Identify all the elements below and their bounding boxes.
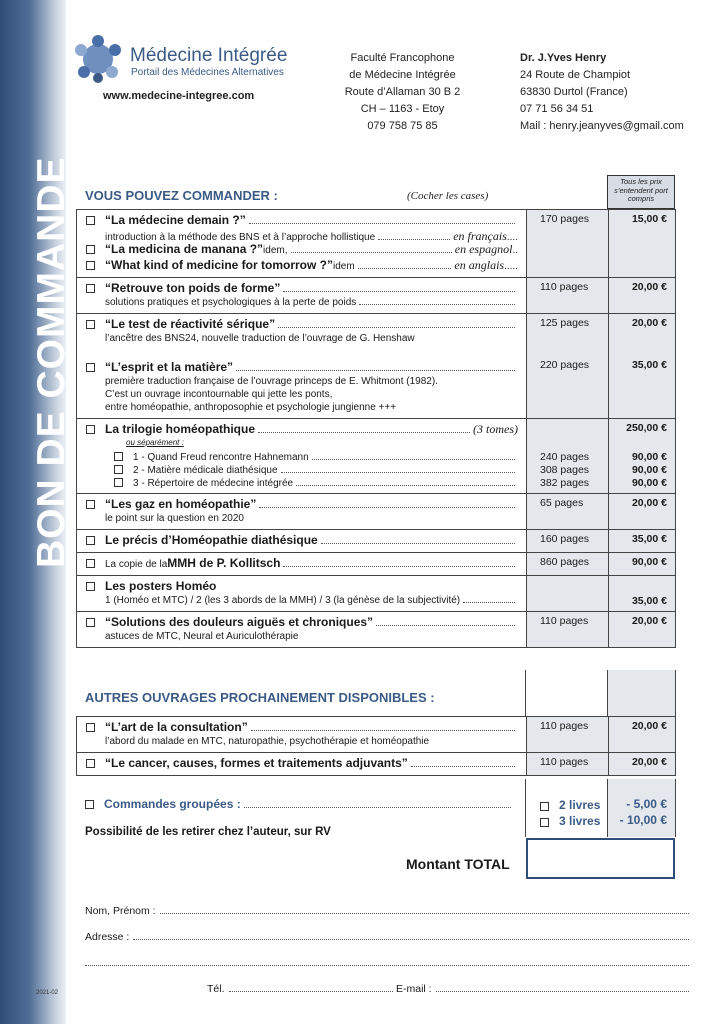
name-line xyxy=(85,905,689,917)
book-pages xyxy=(527,419,609,493)
dot-leader xyxy=(463,595,515,603)
tel-field[interactable] xyxy=(229,983,393,992)
discount-3: - 10,00 € xyxy=(619,813,667,827)
pages-line: 160 pages xyxy=(540,533,590,545)
price-line: 35,00 € xyxy=(631,359,667,371)
group-option-3: 3 livres xyxy=(559,814,601,828)
section-title-upcoming: AUTRES OUVRAGES PROCHAINEMENT DISPONIBLES : xyxy=(85,690,435,705)
book-line xyxy=(86,579,518,595)
upcoming-table xyxy=(76,716,676,776)
pages-line xyxy=(540,736,608,749)
price-line xyxy=(609,401,667,414)
book-row xyxy=(77,717,675,753)
tel-label: Tél. xyxy=(207,983,225,995)
faculty-line: CH – 1163 - Etoy xyxy=(360,103,445,115)
price-line: 90,00 € xyxy=(631,451,667,463)
name-label: Nom, Prénom : xyxy=(85,905,156,917)
price-line xyxy=(609,258,667,274)
email-label: E-mail : xyxy=(396,983,432,995)
checkbox-2-books[interactable] xyxy=(540,802,549,811)
book-line xyxy=(86,533,518,549)
pages-line: 110 pages xyxy=(540,720,589,732)
book-line xyxy=(86,631,518,644)
pages-line xyxy=(540,401,608,414)
price-line: 90,00 € xyxy=(631,556,667,568)
dot-leader xyxy=(359,297,515,305)
book-line xyxy=(86,213,518,229)
book-title: “La médecine demain ?” xyxy=(105,213,246,227)
book-title: “Les gaz en homéopathie” xyxy=(105,497,257,511)
price-line xyxy=(609,242,667,258)
book-title: “Solutions des douleurs aiguës et chroniques” xyxy=(105,615,374,629)
pages-line: 110 pages xyxy=(540,281,589,293)
book-price xyxy=(609,753,675,775)
author-line: 63830 Durtol (France) xyxy=(520,86,628,98)
book-line xyxy=(86,720,518,736)
price-line xyxy=(609,346,667,359)
pages-line xyxy=(540,438,608,451)
book-description xyxy=(77,530,527,552)
checkbox-3-books[interactable] xyxy=(540,818,549,827)
pages-line xyxy=(540,422,608,438)
book-subtitle: solutions pratiques et psychologiques à la perte de poids xyxy=(105,297,357,308)
faculty-line: de Médecine Intégrée xyxy=(349,69,456,81)
book-description xyxy=(77,314,527,418)
book-note: idem, xyxy=(263,245,288,256)
price-line: 250,00 € xyxy=(626,422,667,434)
price-line: 20,00 € xyxy=(631,281,667,293)
dot-leader xyxy=(236,363,515,371)
author-email[interactable]: Mail : henry.jeanyves@gmail.com xyxy=(520,120,684,132)
book-checkbox[interactable] xyxy=(86,759,95,768)
pickup-note: Possibilité de les retirer chez l’auteur, sur RV xyxy=(85,826,331,838)
discount-2: - 5,00 € xyxy=(626,797,667,811)
book-row xyxy=(77,278,675,314)
book-row xyxy=(77,530,675,553)
book-subtitle: le point sur la question en 2020 xyxy=(105,513,244,524)
book-line xyxy=(86,464,518,477)
dot-leader xyxy=(291,245,452,253)
pages-line xyxy=(540,579,608,595)
book-line xyxy=(86,317,518,333)
dot-leader xyxy=(259,500,515,508)
pages-line: 860 pages xyxy=(540,556,590,568)
price-line: 35,00 € xyxy=(631,533,667,545)
dot-leader xyxy=(411,759,515,767)
group-label: Commandes groupées : xyxy=(104,797,241,811)
book-line xyxy=(86,477,518,490)
book-row xyxy=(77,494,675,530)
book-line xyxy=(86,513,518,526)
dot-leader xyxy=(283,559,515,567)
faculty-line: Route d’Allaman 30 B 2 xyxy=(344,86,461,98)
book-checkbox[interactable] xyxy=(86,245,95,254)
book-row xyxy=(77,210,675,278)
pages-line xyxy=(540,297,608,310)
book-title: “L’art de la consultation” xyxy=(105,720,248,734)
tome-checkbox[interactable] xyxy=(114,478,123,487)
dot-leader xyxy=(312,452,515,460)
book-description xyxy=(77,210,527,277)
email-field[interactable] xyxy=(436,983,689,992)
dot-leader xyxy=(258,425,470,433)
address-field-2[interactable] xyxy=(85,957,689,966)
language-note: (3 tomes) xyxy=(473,422,518,436)
dot-leader xyxy=(249,216,515,224)
book-line xyxy=(86,229,518,242)
book-title: “Le test de réactivité sérique” xyxy=(105,317,276,331)
logo-icon xyxy=(72,34,124,84)
pages-line xyxy=(540,595,608,608)
book-row xyxy=(77,553,675,576)
dot-leader xyxy=(278,320,515,328)
book-price xyxy=(609,419,675,493)
price-line: 90,00 € xyxy=(631,464,667,476)
group-cells xyxy=(525,779,676,837)
price-line xyxy=(609,513,667,526)
dot-leader xyxy=(378,232,450,240)
book-description xyxy=(77,278,527,313)
brand-url[interactable]: www.medecine-integree.com xyxy=(103,90,255,102)
book-title: “What kind of medicine for tomorrow ?” xyxy=(105,258,333,272)
book-line xyxy=(86,497,518,513)
price-line: 20,00 € xyxy=(631,317,667,329)
separately-note: ou séparément : xyxy=(126,438,184,447)
book-line xyxy=(86,756,518,772)
book-description xyxy=(77,717,527,752)
price-line: 20,00 € xyxy=(631,720,667,732)
email-line xyxy=(396,983,689,995)
book-line xyxy=(86,402,518,415)
tome-checkbox[interactable] xyxy=(114,465,123,474)
price-line xyxy=(609,736,667,749)
book-description xyxy=(77,753,527,775)
faculty-line: 079 758 75 85 xyxy=(367,120,438,132)
book-price xyxy=(609,612,675,647)
book-checkbox[interactable] xyxy=(86,320,95,329)
book-line xyxy=(86,376,518,389)
dot-tail: .... xyxy=(506,232,518,243)
book-line xyxy=(86,438,518,451)
price-line: 20,00 € xyxy=(631,497,667,509)
book-line xyxy=(86,360,518,376)
price-line: 20,00 € xyxy=(631,615,667,627)
price-line: 35,00 € xyxy=(631,595,667,607)
author-name: Dr. J.Yves Henry xyxy=(520,52,607,64)
author-line: 07 71 56 34 51 xyxy=(520,103,594,115)
book-checkbox[interactable] xyxy=(86,618,95,627)
book-pages xyxy=(527,717,609,752)
book-line xyxy=(86,615,518,631)
price-line xyxy=(609,333,667,346)
book-title: “Le cancer, causes, formes et traitements adjuvants” xyxy=(105,756,408,770)
book-note: idem xyxy=(333,261,355,272)
dot-leader xyxy=(321,536,515,544)
book-subtitle: l’abord du malade en MTC, naturopathie, psychothérapie et homéopathie xyxy=(105,736,430,747)
total-amount-field[interactable] xyxy=(526,838,675,879)
book-pages xyxy=(527,753,609,775)
dot-leader xyxy=(283,284,515,292)
book-subtitle: 1 (Homéo et MTC) / 2 (les 3 abords de la MMH) / 3 (la génèse de la subjectivité) xyxy=(105,595,461,606)
book-title: “Retrouve ton poids de forme” xyxy=(105,281,281,295)
book-row xyxy=(77,314,675,419)
faculty-address xyxy=(330,50,475,135)
book-pages xyxy=(527,576,609,611)
book-pages xyxy=(527,553,609,575)
book-title: “L’esprit et la matière” xyxy=(105,360,234,374)
author-line: 24 Route de Champiot xyxy=(520,69,631,81)
book-line xyxy=(86,451,518,464)
book-pages xyxy=(527,210,609,277)
book-title: Les posters Homéo xyxy=(105,579,217,593)
checkbox-group[interactable] xyxy=(85,800,94,809)
book-pages xyxy=(527,530,609,552)
book-line xyxy=(86,422,518,438)
book-checkbox[interactable] xyxy=(86,363,95,372)
book-checkbox[interactable] xyxy=(86,723,95,732)
book-price xyxy=(609,210,675,277)
book-checkbox[interactable] xyxy=(86,536,95,545)
book-checkbox[interactable] xyxy=(86,284,95,293)
book-checkbox[interactable] xyxy=(86,425,95,434)
brand-title: Médecine Intégrée xyxy=(130,45,288,66)
book-checkbox[interactable] xyxy=(86,261,95,270)
banner-title: BON DE COMMANDE xyxy=(30,156,73,568)
check-hint: (Cocher les cases) xyxy=(407,190,489,202)
book-price xyxy=(609,530,675,552)
upcoming-header-cells xyxy=(525,670,676,717)
book-subtitle: l’ancêtre des BNS24, nouvelle traduction de l’ouvrage de G. Henshaw xyxy=(105,333,415,344)
group-order-line xyxy=(85,797,525,811)
book-pages xyxy=(527,612,609,647)
pages-line: 170 pages xyxy=(540,213,590,225)
price-line xyxy=(609,438,667,451)
pages-line xyxy=(540,631,608,644)
book-description xyxy=(77,419,527,493)
book-line xyxy=(86,258,518,274)
price-line: 20,00 € xyxy=(631,756,667,768)
book-line xyxy=(86,389,518,402)
price-line: 15,00 € xyxy=(631,213,667,225)
order-table xyxy=(76,209,676,648)
section-title-order: VOUS POUVEZ COMMANDER : xyxy=(85,188,278,203)
pages-line xyxy=(540,513,608,526)
dot-leader xyxy=(251,723,515,731)
book-price xyxy=(609,717,675,752)
book-price xyxy=(609,314,675,418)
book-line xyxy=(86,297,518,310)
pages-line: 220 pages xyxy=(540,359,590,371)
dot-leader xyxy=(358,261,452,269)
book-title: Le précis d’Homéopathie diathésique xyxy=(105,533,318,547)
price-line xyxy=(609,579,667,595)
language-note: en anglais xyxy=(454,258,505,272)
pages-line xyxy=(540,346,608,359)
book-description xyxy=(77,576,527,611)
price-note: Tous les prix s’entendent port compris xyxy=(607,175,675,209)
name-field[interactable] xyxy=(160,905,689,914)
pages-line xyxy=(540,388,608,401)
book-subtitle: astuces de MTC, Neural et Auriculothérapie xyxy=(105,631,299,642)
book-title: La trilogie homéopathique xyxy=(105,422,256,436)
book-line xyxy=(86,281,518,297)
price-line xyxy=(609,631,667,644)
book-row xyxy=(77,612,675,647)
book-checkbox[interactable] xyxy=(86,582,95,591)
dot-leader xyxy=(281,465,515,473)
book-pages xyxy=(527,494,609,529)
pages-line: 240 pages xyxy=(540,451,590,463)
price-line xyxy=(609,229,667,242)
address-line xyxy=(85,931,689,943)
book-description xyxy=(77,553,527,575)
pages-line: 125 pages xyxy=(540,317,590,329)
book-row xyxy=(77,753,675,775)
book-price xyxy=(609,278,675,313)
book-title: MMH de P. Kollitsch xyxy=(167,556,281,570)
tome-title: 1 - Quand Freud rencontre Hahnemann xyxy=(133,452,309,463)
book-price xyxy=(609,576,675,611)
book-row xyxy=(77,419,675,494)
book-description xyxy=(77,612,527,647)
address-field[interactable] xyxy=(133,931,689,940)
faculty-line: Faculté Francophone xyxy=(350,52,455,64)
book-subtitle: introduction à la méthode des BNS et à l’approche hollistique xyxy=(105,232,376,243)
pages-line: 382 pages xyxy=(540,477,590,489)
edition-code: 2021-02 xyxy=(36,990,59,996)
book-checkbox[interactable] xyxy=(86,500,95,509)
book-line xyxy=(86,333,518,346)
book-line xyxy=(86,736,518,749)
book-line xyxy=(86,346,518,360)
pages-line xyxy=(540,242,608,258)
tome-checkbox[interactable] xyxy=(114,452,123,461)
dot-tail: .. xyxy=(512,245,518,256)
pages-line xyxy=(540,229,608,242)
price-line xyxy=(609,388,667,401)
book-price xyxy=(609,553,675,575)
brand-subtitle: Portail des Médecines Alternatives xyxy=(131,67,284,78)
book-line xyxy=(86,556,518,572)
pages-line: 110 pages xyxy=(540,615,589,627)
pages-line xyxy=(540,333,608,346)
tel-line xyxy=(207,983,393,995)
book-subtitle: C’est un ouvrage incontournable qui jette les ponts, xyxy=(105,389,333,400)
group-option-2: 2 livres xyxy=(559,798,601,812)
book-checkbox[interactable] xyxy=(86,559,95,568)
book-subtitle: première traduction française de l’ouvrage princeps de E. Whitmont (1982). xyxy=(105,376,438,387)
book-prefix: La copie de la xyxy=(105,559,168,570)
book-pages xyxy=(527,278,609,313)
total-label: Montant TOTAL xyxy=(406,856,510,872)
tome-title: 3 - Répertoire de médecine intégrée xyxy=(133,478,294,489)
dot-leader xyxy=(296,478,515,486)
price-line xyxy=(609,375,667,388)
book-line xyxy=(86,242,518,258)
price-line xyxy=(609,297,667,310)
pages-line: 65 pages xyxy=(540,497,584,509)
book-price xyxy=(609,494,675,529)
price-line: 90,00 € xyxy=(631,477,667,489)
pages-line: 308 pages xyxy=(540,464,590,476)
book-row xyxy=(77,576,675,612)
dot-leader xyxy=(376,618,515,626)
language-note: en espagnol xyxy=(454,242,513,256)
address-label: Adresse : xyxy=(85,931,130,943)
author-address xyxy=(520,50,684,135)
book-description xyxy=(77,494,527,529)
book-checkbox[interactable] xyxy=(86,216,95,225)
book-pages xyxy=(527,314,609,418)
tome-title: 2 - Matière médicale diathésique xyxy=(133,465,278,476)
book-line xyxy=(86,595,518,608)
dot-tail: ..... xyxy=(504,261,518,272)
pages-line xyxy=(540,375,608,388)
book-subtitle: entre homéopathie, anthroposophie et psychologie jungienne +++ xyxy=(105,402,397,413)
language-note: en français xyxy=(453,229,507,243)
book-title: “La medicina de manana ?” xyxy=(105,242,264,256)
address-line-2 xyxy=(85,957,689,966)
pages-line: 110 pages xyxy=(540,756,589,768)
pages-line xyxy=(540,258,608,274)
